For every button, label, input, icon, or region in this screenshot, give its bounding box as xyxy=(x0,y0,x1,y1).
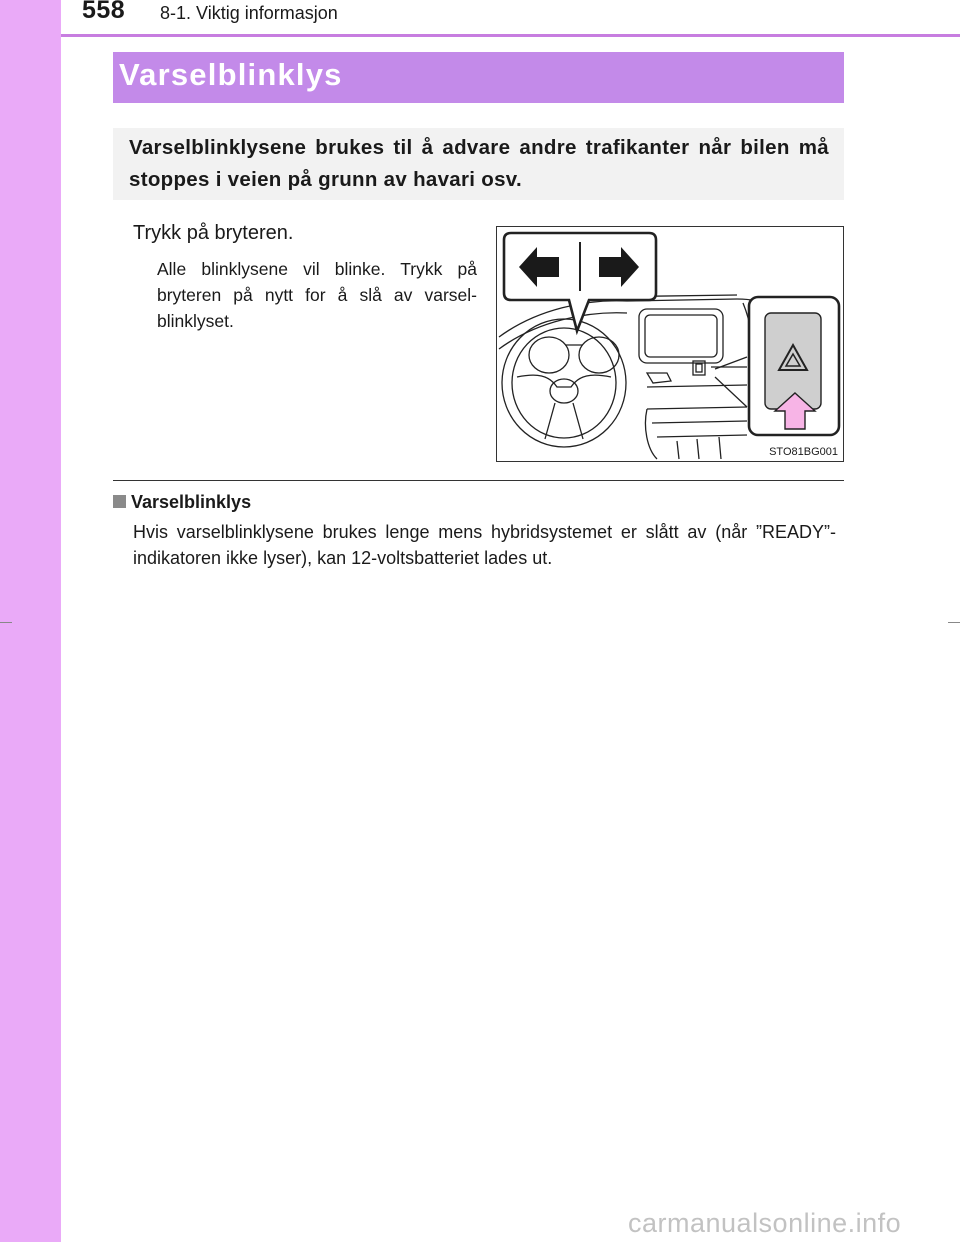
hazard-switch-callout xyxy=(749,297,839,435)
page-title: Varselblinklys xyxy=(119,57,343,92)
note-text: Hvis varselblinklysene brukes lenge mens hybridsystemet er slått av (når ”READY”-indikatoren ikke lyser), kan 12-voltsbatteriet lades ut. xyxy=(133,522,836,568)
page-number: 558 xyxy=(82,0,126,24)
intro-box xyxy=(113,128,844,200)
figure-code: STO81BG001 xyxy=(769,446,838,458)
section-label: 8-1. Viktig informasjon xyxy=(160,3,338,23)
hazard-switch-figure xyxy=(496,226,844,462)
turn-signal-callout xyxy=(504,233,656,331)
note-heading xyxy=(113,492,251,513)
step-instruction: Trykk på bryteren. xyxy=(133,222,294,244)
page-sidebar xyxy=(0,0,61,1242)
intro-text: Varselblinklysene brukes til å advare andre trafikanter når bilen må stoppes i veien på grunn av havari osv. xyxy=(129,136,829,191)
square-bullet-icon xyxy=(113,495,126,508)
section-divider xyxy=(113,480,844,481)
note-heading-text: Varselblinklys xyxy=(131,492,252,512)
crop-mark-right xyxy=(948,622,960,623)
dashboard-illustration xyxy=(497,227,843,461)
header-divider xyxy=(61,34,960,37)
title-bar xyxy=(113,52,844,103)
watermark: carmanualsonline.info xyxy=(628,1208,902,1238)
crop-mark-left xyxy=(0,622,12,623)
step-note: Alle blinklysene vil blinke. Trykk på bryteren på nytt for å slå av varsel-blinklyset. xyxy=(157,259,477,331)
